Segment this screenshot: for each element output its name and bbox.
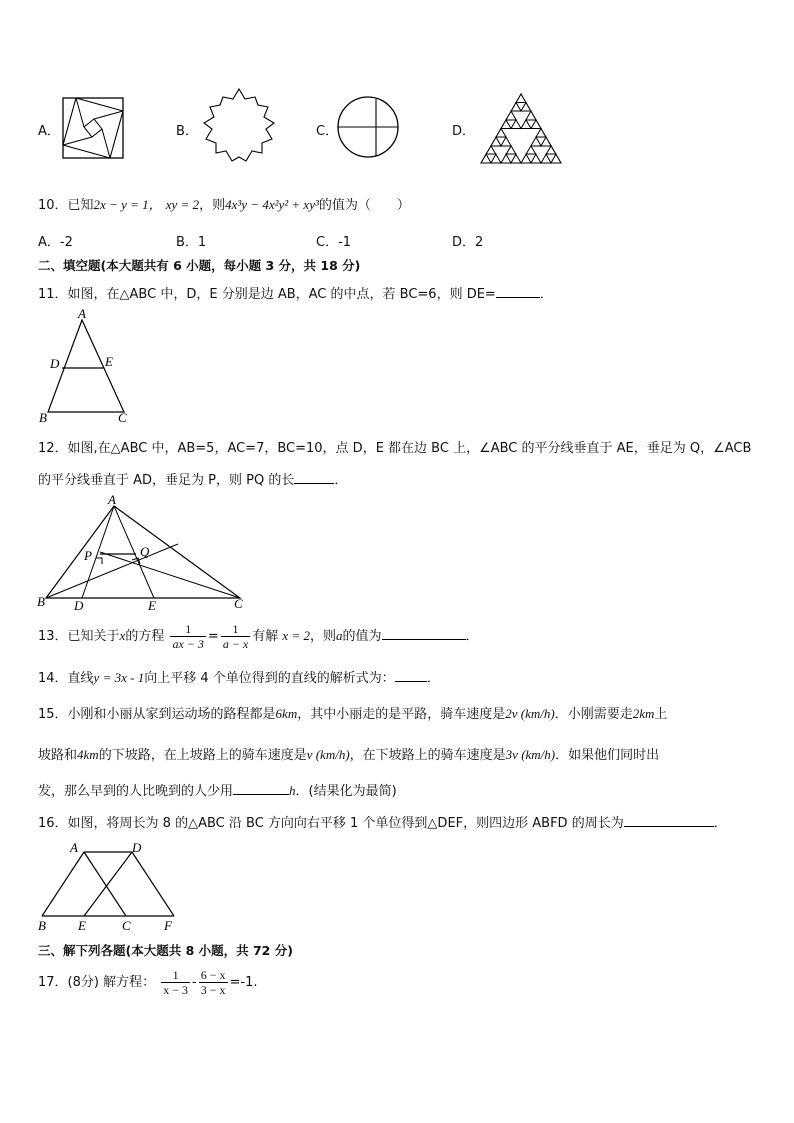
vertex-label-p: P: [84, 548, 92, 563]
vertex-label-f: F: [164, 918, 172, 933]
circle-cross-figure: [337, 96, 401, 160]
question-17: 17．(8分) 解方程： $\frac{1}{x - 3}$ - $\frac{6 - x}{3 - x}$ =-1.: [38, 968, 258, 997]
option-c-label: C．: [316, 124, 339, 139]
answer-blank: [496, 285, 540, 298]
vertex-label-c: C: [122, 918, 131, 933]
vertex-label-d: D: [74, 598, 84, 613]
vertex-label-b: B: [38, 918, 46, 933]
question-13: 13．已知关于x的方程 $\frac{1}{ax - 3}$ = $\frac{1}{a - x}$ 有解 x = 2，则a的值为 ．: [38, 622, 479, 651]
q10-option-b: B．1: [176, 235, 207, 250]
answer-blank: [624, 814, 714, 827]
vertex-label-e: E: [78, 918, 86, 933]
sierpinski-triangle-figure: [480, 93, 562, 165]
option-d-label: D．: [452, 124, 476, 139]
question-16: 16．如图，将周长为 8 的△ABC 沿 BC 方向向右平移 1 个单位得到△DEF，则四边形 ABFD 的周长为 ．: [38, 816, 727, 831]
q10-option-d: D．2: [452, 235, 484, 250]
answer-blank: [395, 669, 427, 682]
vertex-label-a: A: [78, 306, 86, 321]
fraction-2: $\frac{6 - x}{3 - x}$: [200, 968, 226, 997]
fraction-1: $\frac{1}{ax - 3}$: [172, 622, 204, 651]
question-15-line1: 15．小刚和小丽从家到运动场的路程都是6km，其中小丽走的是平路，骑车速度是2v (km/h)．小刚需要走2km上: [38, 706, 668, 722]
question-14: 14．直线y = 3x - 1向上平移 4 个单位得到的直线的解析式为： ．: [38, 670, 440, 686]
question-15-line2: 坡路和4km的下坡路，在上坡路上的骑车速度是v (km/h)，在下坡路上的骑车速度是3v (km/h)．如果他们同时出: [38, 747, 660, 763]
vertex-label-e: E: [105, 354, 113, 369]
vertex-label-d: D: [50, 356, 60, 371]
question-10: 10．已知2x − y = 1， xy = 2，则4x³y − 4x²y² + xy³的值为（ ）: [38, 197, 410, 213]
vertex-label-c: C: [118, 410, 127, 425]
koch-snowflake-figure: [200, 87, 278, 167]
section-2-heading: 二、填空题(本大题共有 6 小题，每小题 3 分，共 18 分): [38, 258, 361, 273]
vertex-label-e: E: [148, 598, 156, 613]
option-b-label: B．: [176, 124, 198, 139]
triangle-abc-midline-figure: [38, 308, 138, 428]
vertex-label-c: C: [234, 596, 243, 611]
vertex-label-a: A: [70, 840, 78, 855]
vertex-label-b: B: [37, 594, 45, 609]
q10-option-c: C．-1: [316, 235, 352, 250]
vertex-label-d: D: [132, 840, 142, 855]
vertex-label-a: A: [108, 492, 116, 507]
question-15-line3: 发，那么早到的人比晚到的人少用 h．(结果化为最简): [38, 783, 397, 799]
answer-blank: [382, 627, 466, 640]
answer-blank: [294, 471, 334, 484]
fraction-2: $\frac{1}{a - x}$: [222, 622, 249, 651]
triangle-abc-bisector-figure: [36, 494, 256, 612]
q10-option-a: A．-2: [38, 235, 73, 250]
question-11: 11．如图，在△ABC 中，D，E 分别是边 AB，AC 的中点，若 BC=6，则 DE= ．: [38, 287, 553, 302]
vertex-label-b: B: [39, 410, 47, 425]
translated-triangle-figure: [36, 838, 186, 936]
answer-blank: [233, 782, 289, 795]
vertex-label-q: Q: [140, 544, 150, 559]
square-pinwheel-figure: [62, 97, 124, 159]
fraction-1: $\frac{1}{x - 3}$: [163, 968, 189, 997]
question-12-line2: 的平分线垂直于 AD，垂足为 P，则 PQ 的长 ．: [38, 473, 348, 488]
question-12-line1: 12．如图,在△ABC 中，AB=5，AC=7，BC=10，点 D，E 都在边 BC 上，∠ABC 的平分线垂直于 AE，垂足为 Q，∠ACB: [38, 441, 752, 456]
section-3-heading: 三、解下列各题(本大题共 8 小题，共 72 分): [38, 943, 293, 958]
option-a-label: A．: [38, 124, 60, 139]
